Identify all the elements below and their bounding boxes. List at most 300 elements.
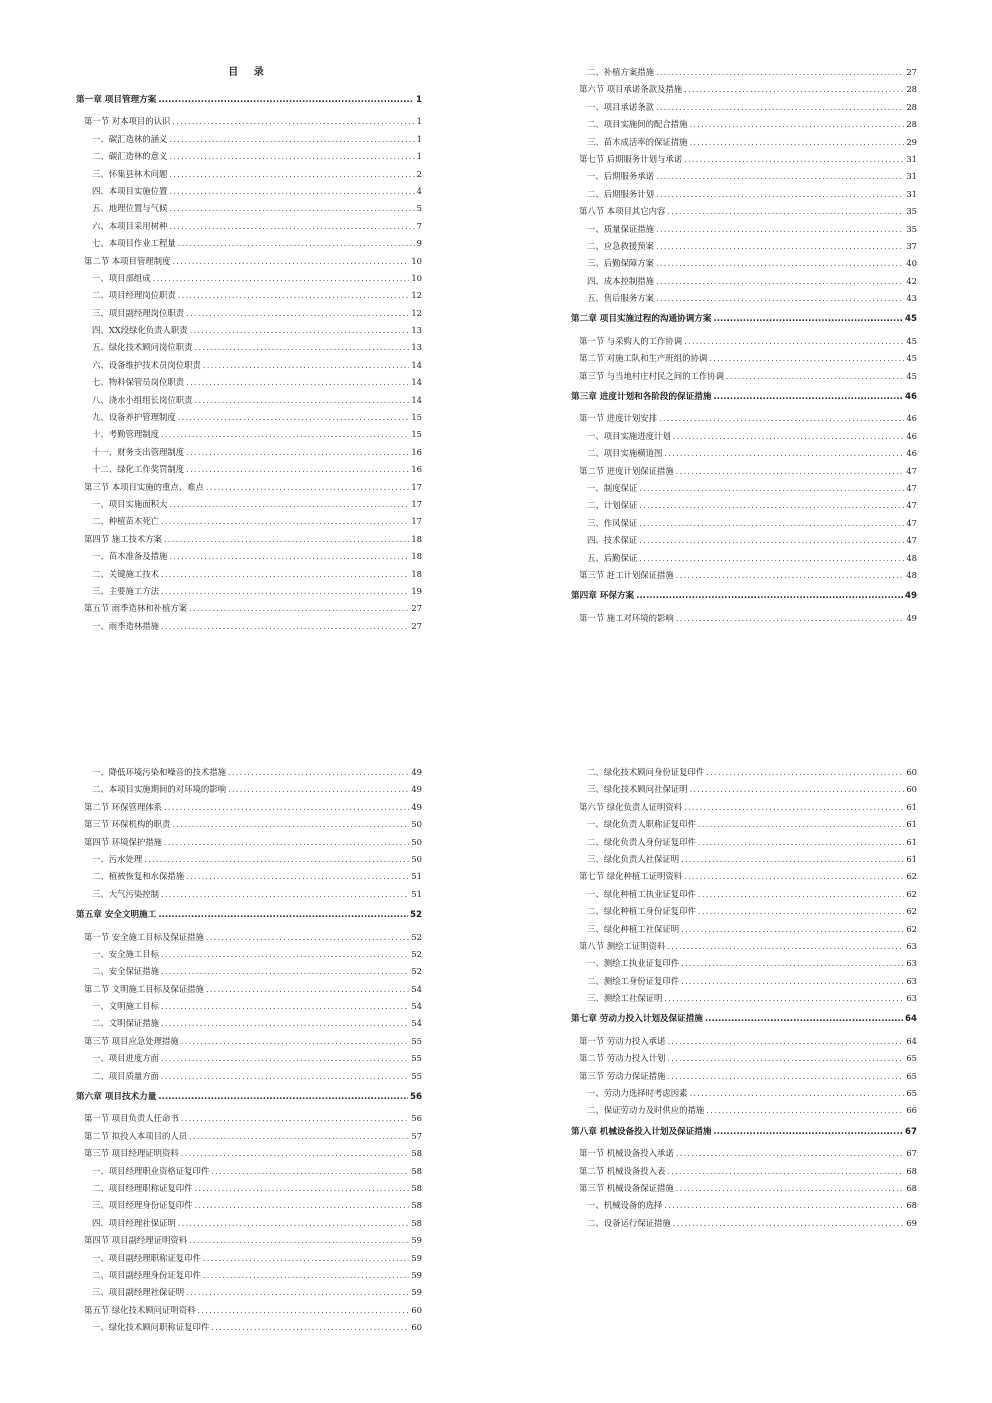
toc-subsection[interactable] <box>76 496 422 513</box>
toc-entry-label: 第六节 绿化负责人证明资料 <box>579 801 683 812</box>
toc-subsection[interactable] <box>571 480 917 497</box>
toc-subsection[interactable] <box>76 513 422 530</box>
toc-subsection[interactable] <box>571 221 917 238</box>
toc-page-number: 47 <box>906 482 917 493</box>
toc-subsection[interactable] <box>571 990 917 1007</box>
toc-leader-dots <box>195 392 410 409</box>
toc-page-number: 62 <box>906 906 917 917</box>
toc-section[interactable] <box>76 113 422 130</box>
toc-leader-dots <box>656 255 904 272</box>
toc-subsection[interactable] <box>76 618 422 635</box>
toc-subsection[interactable] <box>571 134 917 151</box>
toc-subsection[interactable] <box>571 428 917 445</box>
toc-leader-dots <box>158 907 408 924</box>
toc-entry-label: 二、项目副经理身份证复印件 <box>92 1269 201 1280</box>
toc-subsection[interactable] <box>76 566 422 583</box>
toc-page-number: 1 <box>416 151 422 162</box>
toc-chapter[interactable] <box>76 92 422 109</box>
toc-subsection[interactable] <box>571 238 917 255</box>
toc-leader-dots <box>664 1197 904 1214</box>
toc-leader-dots <box>169 166 414 183</box>
toc-subsection[interactable] <box>76 322 422 339</box>
toc-section[interactable] <box>571 350 917 367</box>
toc-entry-label: 一、后期服务承诺 <box>587 171 654 182</box>
toc-entry-label: 第二节 机械设备投入表 <box>579 1165 666 1176</box>
toc-page-number: 59 <box>411 1235 422 1246</box>
toc-subsection[interactable] <box>571 834 917 851</box>
toc-subsection[interactable] <box>76 1284 422 1301</box>
toc-entry-label: 第二节 劳动力投入计划 <box>579 1053 666 1064</box>
toc-entry-label: 四、XX段绿化负责人职责 <box>92 325 188 336</box>
toc-entry-label: 第一节 机械设备投入承诺 <box>579 1148 674 1159</box>
toc-page-number: 68 <box>906 1182 917 1193</box>
toc-section[interactable] <box>571 81 917 98</box>
toc-leader-dots <box>684 333 904 350</box>
toc-subsection[interactable] <box>76 270 422 287</box>
toc-page-number: 60 <box>906 784 917 795</box>
toc-subsection[interactable] <box>571 921 917 938</box>
toc-leader-dots <box>178 409 410 426</box>
toc-page-number: 58 <box>411 1182 422 1193</box>
toc-page-number: 69 <box>906 1217 917 1228</box>
toc-section[interactable] <box>571 151 917 168</box>
toc-section[interactable] <box>76 479 422 496</box>
toc-entry-label: 第五节 雨季造林和补植方案 <box>84 603 188 614</box>
toc-page-number: 52 <box>411 931 422 942</box>
toc-subsection[interactable] <box>76 1197 422 1214</box>
toc-leader-dots <box>186 305 409 322</box>
toc-entry-label: 二、后期服务计划 <box>587 188 654 199</box>
toc-entry-label: 二、绿化技术顾问身份证复印件 <box>587 767 705 777</box>
toc-entry-label: 四、技术保证 <box>587 535 638 546</box>
toc-entry-label: 第二节 拟投入本项目的人员 <box>84 1130 188 1141</box>
toc-entry-label: 二、项目经理岗位职责 <box>92 290 176 301</box>
toc-leader-dots <box>161 1050 409 1067</box>
toc-entry-label: 三、绿化技术顾问社保证明 <box>587 784 688 795</box>
toc-entry-label: 二、补植方案措施 <box>587 67 654 77</box>
toc-subsection[interactable] <box>76 235 422 252</box>
toc-entry-label: 一、项目进度方面 <box>92 1053 159 1064</box>
toc-leader-dots <box>656 99 904 116</box>
toc-leader-dots <box>673 428 905 445</box>
toc-entry-label: 第八节 测绘工证明资料 <box>579 940 666 951</box>
toc-section[interactable] <box>76 1128 422 1145</box>
toc-leader-dots <box>667 203 904 220</box>
toc-page-number: 10 <box>411 255 422 266</box>
toc-leader-dots <box>178 235 415 252</box>
toc-subsection[interactable] <box>76 851 422 868</box>
toc-subsection[interactable] <box>76 409 422 426</box>
toc-page-number: 47 <box>906 517 917 528</box>
toc-page-number: 31 <box>906 171 917 182</box>
toc-page-number: 5 <box>416 203 422 214</box>
toc-subsection[interactable] <box>76 1215 422 1232</box>
toc-page-number: 65 <box>906 1053 917 1064</box>
toc-leader-dots <box>178 287 410 304</box>
toc-leader-dots <box>656 238 904 255</box>
toc-page-number: 65 <box>906 1070 917 1081</box>
toc-leader-dots <box>681 921 904 938</box>
toc-section[interactable] <box>571 368 917 385</box>
toc-leader-dots <box>656 221 904 238</box>
toc-subsection[interactable] <box>76 1250 422 1267</box>
toc-leader-dots <box>714 1124 904 1141</box>
toc-subsection[interactable] <box>76 963 422 980</box>
toc-subsection[interactable] <box>76 374 422 391</box>
toc-page-number: 45 <box>906 335 917 346</box>
toc-subsection[interactable] <box>76 287 422 304</box>
toc-leader-dots <box>190 322 410 339</box>
toc-section[interactable] <box>571 333 917 350</box>
toc-subsection[interactable] <box>76 426 422 443</box>
toc-page-number: 7 <box>416 220 422 231</box>
toc-leader-dots <box>698 886 904 903</box>
toc-leader-dots <box>667 938 904 955</box>
toc-entry-label: 二、计划保证 <box>587 500 638 511</box>
toc-subsection[interactable] <box>76 1180 422 1197</box>
toc-page-number: 28 <box>906 101 917 112</box>
toc-chapter[interactable] <box>571 311 917 328</box>
toc-leader-dots <box>211 1319 409 1336</box>
toc-subsection[interactable] <box>571 903 917 920</box>
toc-entry-label: 三、项目副经理岗位职责 <box>92 307 185 318</box>
toc-page-number: 47 <box>906 465 917 476</box>
toc-subsection[interactable] <box>571 255 917 272</box>
toc-entry-label: 十、考勤管理制度 <box>92 429 159 440</box>
toc-leader-dots <box>639 550 904 567</box>
toc-page-number: 51 <box>411 871 422 882</box>
toc-section[interactable] <box>571 799 917 816</box>
toc-subsection[interactable] <box>571 515 917 532</box>
toc-section[interactable] <box>571 1050 917 1067</box>
toc-section[interactable] <box>76 799 422 816</box>
toc-entry-label: 第四节 项目副经理证明资料 <box>84 1235 188 1246</box>
toc-section[interactable] <box>76 981 422 998</box>
toc-page-number: 10 <box>411 272 422 283</box>
toc-page-number: 49 <box>411 784 422 795</box>
toc-leader-dots <box>164 799 409 816</box>
toc-entry-label: 第七章 劳动力投入计划及保证措施 <box>571 1014 703 1025</box>
toc-page-number: 47 <box>906 535 917 546</box>
toc-page-number: 61 <box>906 836 917 847</box>
toc-subsection[interactable] <box>571 290 917 307</box>
toc-chapter[interactable] <box>571 588 917 605</box>
toc-leader-dots <box>186 444 409 461</box>
toc-leader-dots <box>676 610 905 627</box>
toc-subsection[interactable] <box>76 1068 422 1085</box>
toc-subsection[interactable] <box>76 548 422 565</box>
toc-entry-label: 第一节 安全施工目标及保证措施 <box>84 931 204 942</box>
toc-page-number: 60 <box>411 1304 422 1315</box>
toc-entry-label: 八、浇水小组组长岗位职责 <box>92 394 193 405</box>
toc-entry-label: 第三节 劳动力保证措施 <box>579 1070 666 1081</box>
toc-section[interactable] <box>571 1033 917 1050</box>
toc-chapter[interactable] <box>571 1011 917 1028</box>
toc-page-number: 9 <box>416 238 422 249</box>
toc-page-4 <box>571 764 917 1232</box>
toc-subsection[interactable] <box>76 131 422 148</box>
toc-section[interactable] <box>571 1180 917 1197</box>
toc-entry-label: 三、项目经理身份证复印件 <box>92 1200 193 1211</box>
toc-section[interactable] <box>76 253 422 270</box>
toc-chapter[interactable] <box>76 907 422 924</box>
toc-section[interactable] <box>76 1110 422 1127</box>
toc-section[interactable] <box>76 1145 422 1162</box>
toc-section[interactable] <box>76 1302 422 1319</box>
toc-subsection[interactable] <box>571 1197 917 1214</box>
toc-leader-dots <box>714 311 904 328</box>
toc-page-number: 58 <box>411 1217 422 1228</box>
toc-page-2 <box>571 64 917 627</box>
toc-entry-label: 二、文明保证措施 <box>92 1018 159 1029</box>
toc-subsection[interactable] <box>571 973 917 990</box>
toc-subsection[interactable] <box>571 851 917 868</box>
toc-section[interactable] <box>571 463 917 480</box>
toc-leader-dots <box>664 990 904 1007</box>
toc-section[interactable] <box>76 816 422 833</box>
toc-entry-label: 四、项目经理社保证明 <box>92 1217 176 1228</box>
toc-subsection[interactable] <box>571 532 917 549</box>
toc-leader-dots <box>169 131 414 148</box>
toc-entry-label: 第三节 本项目实施的重点、难点 <box>84 481 204 492</box>
toc-leader-dots <box>158 1089 408 1106</box>
toc-leader-dots <box>172 816 409 833</box>
toc-leader-dots <box>639 497 904 514</box>
toc-entry-label: 二、项目质量方面 <box>92 1070 159 1081</box>
toc-subsection[interactable] <box>571 273 917 290</box>
toc-subsection[interactable] <box>76 1267 422 1284</box>
toc-subsection[interactable] <box>76 886 422 903</box>
toc-entry-label: 第三节 项目经理证明资料 <box>84 1148 179 1159</box>
toc-subsection[interactable] <box>571 497 917 514</box>
toc-page-number: 48 <box>906 569 917 580</box>
toc-subsection[interactable] <box>76 148 422 165</box>
toc-section[interactable] <box>571 1145 917 1162</box>
toc-leader-dots <box>690 1085 905 1102</box>
toc-page-number: 27 <box>411 603 422 614</box>
toc-entry-label: 第一节 施工对环境的影响 <box>579 612 674 623</box>
toc-chapter[interactable] <box>571 1124 917 1141</box>
toc-section[interactable] <box>76 600 422 617</box>
toc-subsection[interactable] <box>76 1015 422 1032</box>
toc-subsection[interactable] <box>571 955 917 972</box>
toc-page-number: 13 <box>411 325 422 336</box>
toc-subsection[interactable] <box>76 583 422 600</box>
toc-leader-dots <box>684 81 904 98</box>
toc-leader-dots <box>698 903 904 920</box>
toc-page-number: 28 <box>906 84 917 95</box>
toc-subsection[interactable] <box>76 1319 422 1336</box>
toc-entry-label: 三、绿化负责人社保证明 <box>587 853 680 864</box>
toc-subsection[interactable] <box>76 764 422 781</box>
toc-subsection[interactable] <box>571 816 917 833</box>
toc-page-number: 57 <box>411 1130 422 1141</box>
toc-subsection[interactable] <box>76 200 422 217</box>
toc-section[interactable] <box>571 203 917 220</box>
toc-section[interactable] <box>571 1163 917 1180</box>
toc-leader-dots <box>189 600 409 617</box>
toc-section[interactable] <box>76 1232 422 1249</box>
toc-entry-label: 第四章 环保方案 <box>571 591 635 602</box>
toc-subsection[interactable] <box>76 1163 422 1180</box>
toc-page-number: 52 <box>410 910 422 921</box>
toc-entry-label: 第三节 环保机构的职责 <box>84 819 171 830</box>
toc-entry-label: 第三节 机械设备保证措施 <box>579 1182 674 1193</box>
toc-subsection[interactable] <box>76 868 422 885</box>
toc-page-number: 50 <box>411 819 422 830</box>
toc-section[interactable] <box>571 610 917 627</box>
toc-page-number: 45 <box>905 314 917 325</box>
toc-subsection[interactable] <box>571 886 917 903</box>
toc-subsection[interactable] <box>571 1102 917 1119</box>
toc-leader-dots <box>228 764 409 781</box>
toc-leader-dots <box>195 1197 410 1214</box>
toc-page-number: 14 <box>411 394 422 405</box>
toc-leader-dots <box>639 480 904 497</box>
toc-entry-label: 二、项目经理职称证复印件 <box>92 1182 193 1193</box>
toc-page-number: 40 <box>906 258 917 269</box>
toc-entry-label: 第四节 环境保护措施 <box>84 836 163 847</box>
toc-page-number: 54 <box>411 983 422 994</box>
toc-page-number: 45 <box>906 353 917 364</box>
toc-subsection[interactable] <box>571 99 917 116</box>
toc-section[interactable] <box>571 868 917 885</box>
toc-page-number: 27 <box>411 620 422 631</box>
toc-page-number: 15 <box>411 429 422 440</box>
toc-entry-label: 四、本项目实施位置 <box>92 185 168 196</box>
toc-page-number: 54 <box>411 1018 422 1029</box>
toc-entry-label: 三、苗木成活率的保证措施 <box>587 136 688 147</box>
toc-entry-label: 二、设备运行保证措施 <box>587 1217 671 1228</box>
toc-leader-dots <box>195 339 410 356</box>
toc-subsection[interactable] <box>571 764 917 781</box>
toc-section[interactable] <box>571 938 917 955</box>
toc-entry-label: 五、售后服务方案 <box>587 293 654 304</box>
toc-leader-dots <box>676 1180 905 1197</box>
toc-leader-dots <box>198 1302 410 1319</box>
toc-leader-dots <box>161 946 409 963</box>
toc-leader-dots <box>158 92 414 109</box>
toc-page-number: 67 <box>905 1126 917 1137</box>
toc-page-number: 1 <box>416 95 422 105</box>
toc-subsection[interactable] <box>76 461 422 478</box>
toc-subsection[interactable] <box>571 64 917 81</box>
toc-entry-label: 一、碳汇造林的涵义 <box>92 133 168 144</box>
toc-page-number: 55 <box>411 1053 422 1064</box>
toc-section[interactable] <box>76 929 422 946</box>
toc-subsection[interactable] <box>571 168 917 185</box>
toc-leader-dots <box>172 253 409 270</box>
toc-page-number: 16 <box>411 446 422 457</box>
toc-subsection[interactable] <box>571 116 917 133</box>
toc-entry-label: 六、设备维护技术员岗位职责 <box>92 359 201 370</box>
toc-subsection[interactable] <box>76 781 422 798</box>
toc-subsection[interactable] <box>571 1215 917 1232</box>
toc-leader-dots <box>161 513 409 530</box>
toc-subsection[interactable] <box>76 392 422 409</box>
toc-entry-label: 一、安全施工目标 <box>92 948 159 959</box>
toc-page-number: 46 <box>906 413 917 424</box>
toc-subsection[interactable] <box>76 1050 422 1067</box>
toc-leader-dots <box>169 148 414 165</box>
toc-entry-label: 第二章 项目实施过程的沟通协调方案 <box>571 314 712 325</box>
toc-entry-label: 一、项目经理职业资格证复印件 <box>92 1165 210 1176</box>
toc-page-number: 27 <box>906 67 917 77</box>
toc-page-number: 42 <box>906 275 917 286</box>
toc-page-number: 31 <box>906 153 917 164</box>
toc-leader-dots <box>636 588 903 605</box>
toc-leader-dots <box>195 1180 410 1197</box>
toc-leader-dots <box>186 868 409 885</box>
toc-subsection[interactable] <box>76 218 422 235</box>
toc-entry-label: 一、项目实施进度计划 <box>587 430 671 441</box>
toc-entry-label: 九、设备养护管理制度 <box>92 412 176 423</box>
toc-entry-label: 第一节 项目负责人任命书 <box>84 1113 179 1124</box>
toc-leader-dots <box>169 200 414 217</box>
toc-chapter[interactable] <box>571 389 917 406</box>
toc-subsection[interactable] <box>571 445 917 462</box>
toc-section[interactable] <box>76 1033 422 1050</box>
toc-entry-label: 一、质量保证措施 <box>587 223 654 234</box>
toc-section[interactable] <box>571 1068 917 1085</box>
toc-subsection[interactable] <box>76 339 422 356</box>
toc-subsection[interactable] <box>571 781 917 798</box>
toc-leader-dots <box>681 851 904 868</box>
toc-leader-dots <box>172 113 414 130</box>
toc-leader-dots <box>667 1033 904 1050</box>
toc-page-number: 37 <box>906 240 917 251</box>
toc-subsection[interactable] <box>571 550 917 567</box>
toc-page-number: 31 <box>906 188 917 199</box>
toc-subsection[interactable] <box>571 1085 917 1102</box>
toc-leader-dots <box>673 1215 905 1232</box>
toc-page-number: 63 <box>906 975 917 986</box>
toc-page-number: 1 <box>416 116 422 127</box>
toc-leader-dots <box>211 1163 409 1180</box>
toc-section[interactable] <box>76 834 422 851</box>
toc-entry-label: 一、绿化种植工执业证复印件 <box>587 888 696 899</box>
toc-subsection[interactable] <box>76 166 422 183</box>
toc-chapter[interactable] <box>76 1089 422 1106</box>
toc-subsection[interactable] <box>76 444 422 461</box>
toc-section[interactable] <box>76 531 422 548</box>
toc-subsection[interactable] <box>76 183 422 200</box>
toc-page-number: 64 <box>906 1035 917 1046</box>
toc-leader-dots <box>178 1215 410 1232</box>
toc-subsection[interactable] <box>76 998 422 1015</box>
toc-page-number: 12 <box>411 290 422 301</box>
toc-page-number: 52 <box>411 966 422 977</box>
toc-section[interactable] <box>571 567 917 584</box>
toc-subsection[interactable] <box>76 305 422 322</box>
toc-leader-dots <box>161 1015 409 1032</box>
toc-leader-dots <box>706 1102 904 1119</box>
toc-page-number: 58 <box>411 1200 422 1211</box>
toc-subsection[interactable] <box>571 186 917 203</box>
toc-leader-dots <box>690 781 905 798</box>
toc-entry-label: 三、后勤保障方案 <box>587 258 654 269</box>
toc-entry-label: 二、绿化种植工身份证复印件 <box>587 906 696 917</box>
toc-page-number: 43 <box>906 293 917 304</box>
toc-subsection[interactable] <box>76 946 422 963</box>
toc-entry-label: 六、本项目采用树种 <box>92 220 168 231</box>
toc-entry-label: 第三章 进度计划和各阶段的保证措施 <box>571 392 712 403</box>
toc-subsection[interactable] <box>76 357 422 374</box>
toc-entry-label: 第二节 环保管理体系 <box>84 801 163 812</box>
toc-section[interactable] <box>571 410 917 427</box>
toc-page-number: 19 <box>411 585 422 596</box>
toc-page-number: 4 <box>416 185 422 196</box>
